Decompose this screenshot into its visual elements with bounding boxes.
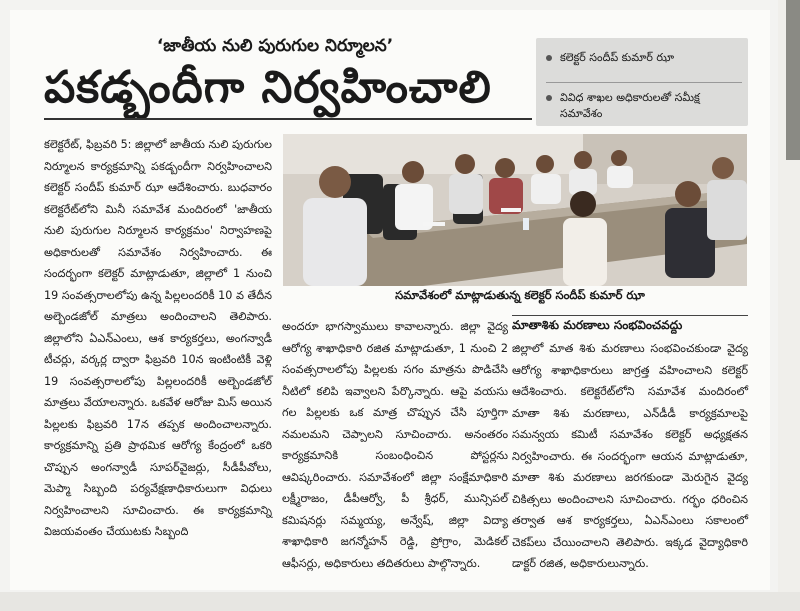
divider: [546, 82, 742, 83]
highlights-box: [536, 38, 748, 126]
highlight-item: [546, 50, 742, 66]
article-column-1: కలెక్టరేట్, ఫిబ్రవరి 5: జిల్లాలో జాతీయ నులి పురుగుల నిర్మూలన కార్యక్రమాన్ని పకడ్బందీగా నిర్వహించాలని కలెక్టర్ సందీప్ కుమార్ ఝా ఆదేశించారు. బుధవారం కలెక్టరేట్‌లోని మినీ సమావేశ మందిరంలో 'జాతీయ నులి పురుగుల నిర్మూలన కార్యక్రమం' నిర్వాహణపై అధికారులతో సమావేశం నిర్వహించారు. ఈ సందర్భంగా కలెక్టర్ మాట్లాడుతూ, జిల్లాలో 1 నుంచి 19 సంవత్సరాలలోపు ఉన్న పిల్లలందరికీ 10 వ తేదీన అల్బెండజోల్ మాత్రలు అందించాలని తెలిపారు. జిల్లాలోని ఏఎన్ఎంలు, ఆశ కార్యకర్తలు, అంగన్వాడీ టీచర్లు, వర్కర్ల ద్వారా ఫిబ్రవరి 10న ఇంటింటికీ వెళ్లి 19 సంవత్సరాలలోపు పిల్లలందరికీ అల్బెండజోల్ మాత్రలు వేయాలన్నారు. ఒకవేళ ఆరోజు మిస్ అయిన పిల్లలకు ఫిబ్రవరి 17న తప్పక అందించాలన్నారు. కార్యక్రమాన్ని ప్రతి ప్రాథమిక ఆరోగ్య కేంద్రంలో ఒకరి చొప్పున అంగన్వాడీ సూపర్‌వైజర్లు, సీడీపీవోలు, మెప్మా సిబ్బంది పర్యవేక్షణాధికారులుగా విధులు నిర్వహించాలని సూచించారు. ఈ కార్యక్రమాన్ని విజయవంతం చేయుటకు సిబ్బంది: [44, 138, 272, 538]
meeting-photo: [283, 134, 747, 286]
bullet-icon: [546, 95, 552, 101]
article-column-2: అందరూ భాగస్వాములు కావాలన్నారు. జిల్లా వైద్య ఆరోగ్య శాఖాధికారి రజిత మాట్లాడుతూ, 1 నుంచి 2 సంవత్సరాలలోపు పిల్లలకు సగం మాత్రను పొడిచేసి నీటిలో కలిపి ఇవ్వాలని పేర్కొన్నారు. ఆపై వయసు గల పిల్లలకు ఒక మాత్ర చొప్పున చేసి పూర్తిగా నమలమని చెప్పాలని సూచించారు. అనంతరం కార్యక్రమానికి సంబంధించిన పోస్టర్లను ఆవిష్కరించారు. సమావేశంలో జిల్లా సంక్షేమాధికారి లక్ష్మీరాజం, డీపీఆర్వో, పీ శ్రీధర్, మున్సిపల్ కమిషనర్లు సమ్మయ్య, అన్వేష్, జిల్లా విద్యా శాఖాధికారి జగన్మోహన్ రెడ్డి, ప్రోగ్రాం, మెడికల్ ఆఫీసర్లు, అధికారులు తదితరులు పాల్గొన్నారు.: [282, 320, 508, 570]
page-bottom-margin: [0, 592, 800, 611]
meeting-photo-illustration: [283, 134, 747, 286]
adjacent-photo-strip: [786, 0, 800, 160]
photo-caption: సమావేశంలో మాట్లాడుతున్న కలెక్టర్ సందీప్ కుమార్ ఝా: [395, 288, 645, 302]
kicker: ‘జాతీయ నులి పురుగుల నిర్మూలన’: [156, 36, 394, 56]
highlight-text: కలెక్టర్ సందీప్ కుమార్ ఝా: [560, 51, 675, 64]
headline-rule: [44, 118, 532, 120]
article-column-3: జిల్లాలో మాత శిశు మరణాలు సంభవించకుండా వైద్య ఆరోగ్య శాఖాధికారులు జాగ్రత్త వహించాలని కలెక్టర్ ఆదేశించారు. కలెక్టరేట్‌లోని సమావేశ మందిరంలో మాతా శిశు మరణాలు, ఎన్‌డీడీ కార్యక్రమాలపై సమన్వయ కమిటీ సమావేశం కలెక్టర్ అధ్యక్షతన నిర్వహించారు. ఈ సందర్భంగా ఆయన మాట్లాడుతూ, మాతా శిశు మరణాలు జరగకుండా మెరుగైన వైద్య చికిత్సలు అందించాలని సూచించారు. గర్భం ధరించిన తర్వాత ఆశ కార్యకర్తలు, ఏఎన్ఎంలు సకాలంలో చెకప్‌లు చేయించాలని తెలిపారు. ఇక్కడ వైద్యాధికారి డాక్టర్ రజిత, అధికారులున్నారు.: [512, 342, 748, 570]
sub-headline: మాతాశిశు మరణాలు సంభవించవద్దు: [512, 315, 748, 335]
bullet-icon: [546, 55, 552, 61]
highlight-item: [546, 90, 742, 122]
headline: పకడ్బందీగా నిర్వహించాలి: [44, 62, 492, 113]
highlight-text: వివిధ శాఖల అధికారులతో సమీక్ష సమావేశం: [560, 91, 700, 120]
